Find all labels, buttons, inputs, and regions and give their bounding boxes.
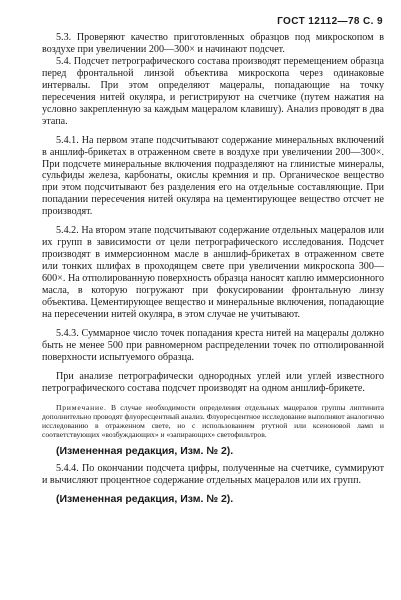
paragraph-5-4: 5.4. Подсчет петрографического состава производят перемещением образца перед фронтальной линзой объектива микроскопа через одинаковые интервалы. При этом определяют мацералы, попадающие на точку пересечения нитей окуляра, и регистрируют на счетчике (путем нажатия на условно закрепленную за каждым мацералом клавишу). Анализ проводят в два этапа. <box>42 55 384 127</box>
paragraph-5-4-2: 5.4.2. На втором этапе подсчитывают содержание отдельных мацералов или их групп в зависимости от цели петрографического исследования. Подсчет производят в иммерсионном масле в аншлиф-брикетах в отраженном свете или тонких шлифах в проходящем свете при увеличении микроскопа 300—600×. На отполированную поверхность образца наносят каплю иммерсионного масла, в которую погружают при фокусировании фронтальную линзу объектива. Цементирующее вещество и минеральные включения, попадающие на пересечении нитей окуляра, в этом случае не учитывают. <box>42 225 384 320</box>
amendment-note-2: (Измененная редакция, Изм. № 2). <box>56 492 234 505</box>
paragraph-analysis-note: При анализе петрографически однородных углей или углей известного петрографического состава подсчет производят на одном аншлиф-брикете. <box>42 370 384 394</box>
footnote-text: В случае необходимости определения отдельных мацералов группы липтинита дополнительно проводят флуоресцентный анализ. Флуоресцентное исследование выполняют аналогично исследованию в отраженном свете, но с использованием ртутной или ксеноновой ламп и соответствующих «возбуждающих» и «запирающих» светофильтров. <box>42 402 384 439</box>
footnote-lead: Примечание. <box>56 402 107 412</box>
footnote <box>42 403 384 439</box>
amendment-note-1: (Измененная редакция, Изм. № 2). <box>56 445 234 458</box>
paragraph-5-4-1: 5.4.1. На первом этапе подсчитывают содержание минеральных включений в аншлиф-брикетах в отраженном свете в воздухе при увеличении 200—300×. При подсчете минеральные включения подразделяют на глинистые минералы, сульфиды железа, карбонаты, окислы кремния и пр. Органическое вещество при этом подсчитывают без разделения его на отдельные составляющие. При попадании пересечения нитей окуляра на цементирующее вещество отсчет не производят. <box>42 134 384 218</box>
paragraph-5-4-3: 5.4.3. Суммарное число точек попадания креста нитей на мацералы должно быть не менее 500 при равномерном распределении точек по отполированной поверхности испытуемого образца. <box>42 327 384 363</box>
paragraph-5-3: 5.3. Проверяют качество приготовленных образцов под микроскопом в воздухе при увеличении 200—300× и начинают подсчет. <box>42 32 384 55</box>
paragraph-5-4-4: 5.4.4. По окончании подсчета цифры, полученные на счетчике, суммируют и вычисляют процентное содержание отдельных мацералов или их групп. <box>42 463 384 486</box>
document-body <box>42 32 384 511</box>
page-header: ГОСТ 12112—78 С. 9 <box>277 16 383 27</box>
